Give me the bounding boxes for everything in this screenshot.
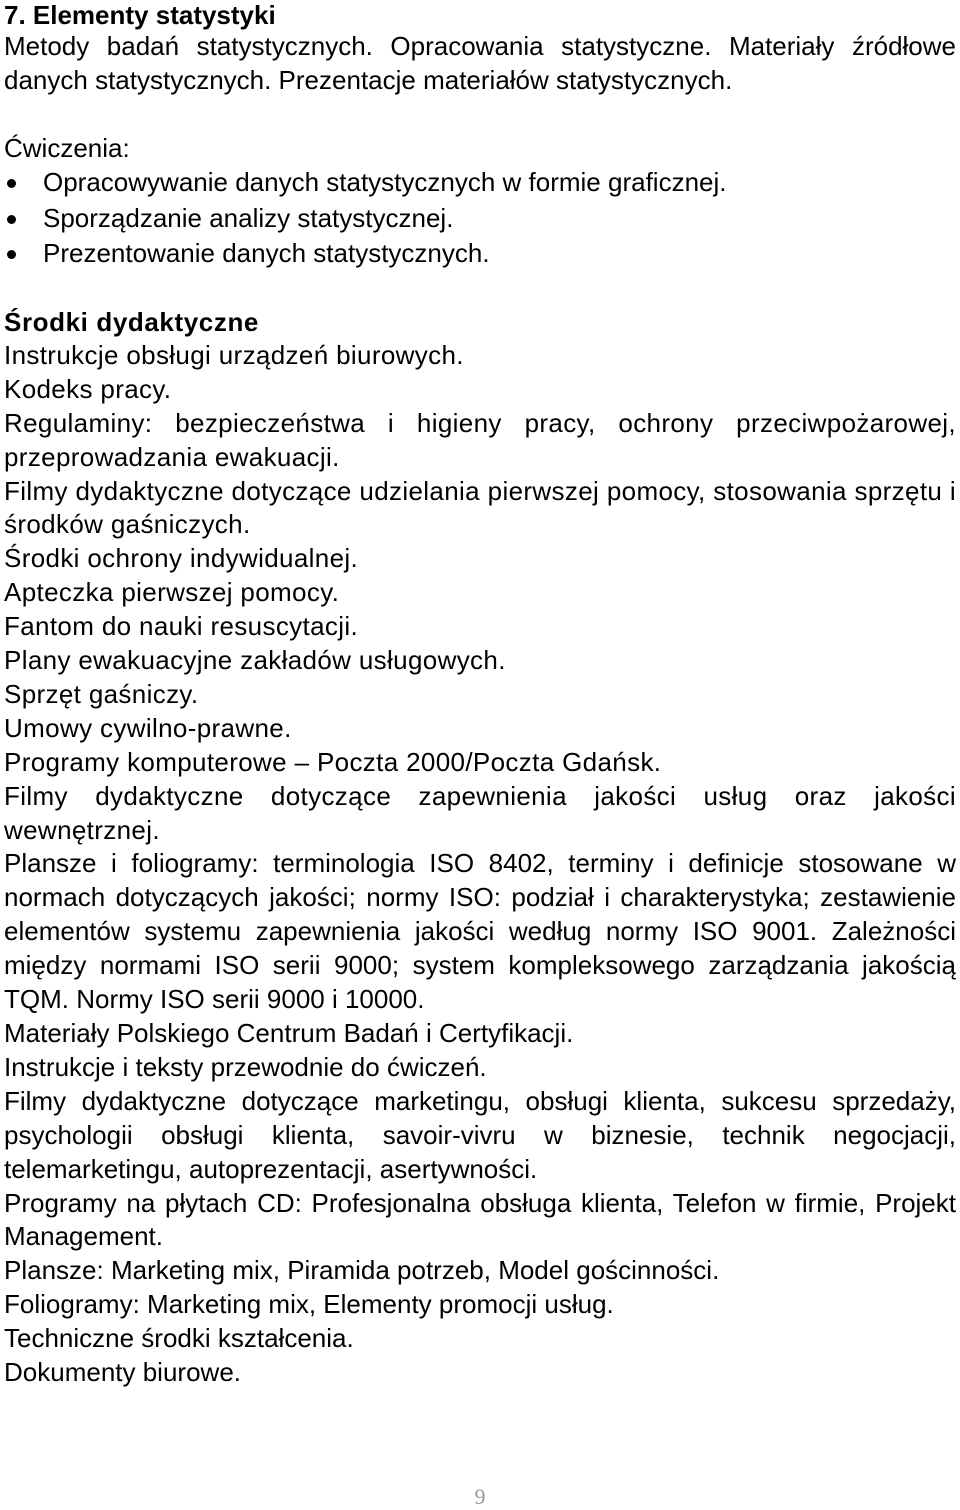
list-item: Programy komputerowe – Poczta 2000/Poczta Gdańsk.: [4, 746, 662, 777]
document-page: [4, 0, 956, 1390]
list-item: Dokumenty biurowe.: [4, 1357, 241, 1388]
page-number: 9: [474, 1484, 486, 1509]
list-item: Plany ewakuacyjne zakładów usługowych.: [4, 645, 506, 676]
section-title: 7. Elementy statystyki: [4, 0, 276, 30]
exercises-list: [4, 165, 956, 272]
exercise-text: Prezentowanie danych statystycznych.: [43, 238, 490, 269]
section-intro: Metody badań statystycznych. Opracowania statystyczne. Materiały źródłowe danych statystycznych. Prezentacje materiałów statystycznych.: [4, 31, 956, 95]
exercises-heading: Ćwiczenia:: [4, 132, 130, 163]
list-item: Filmy dydaktyczne dotyczące udzielania pierwszej pomocy, stosowania sprzętu i środków gaśniczych.: [4, 475, 956, 540]
list-item: [4, 236, 956, 272]
bullet-icon: [7, 179, 16, 188]
bullet-icon: [7, 250, 16, 259]
exercise-text: Opracowywanie danych statystycznych w formie graficznej.: [43, 167, 727, 198]
list-item: Plansze i foliogramy: terminologia ISO 8402, terminy i definicje stosowane w normach dotyczących jakości; normy ISO: podział i charakterystyka; zestawienie elementów systemu zapewnienia jakości według normy ISO 9001. Zależności między normami ISO serii 9000; system kompleksowego zarządzania jakością TQM. Normy ISO serii 9000 i 10000.: [4, 848, 956, 1015]
list-item: Sprzęt gaśniczy.: [4, 678, 199, 709]
list-item: Plansze: Marketing mix, Piramida potrzeb, Model gościnności.: [4, 1255, 720, 1286]
list-item: Techniczne środki kształcenia.: [4, 1323, 354, 1354]
list-item: [4, 201, 956, 237]
list-item: Materiały Polskiego Centrum Badań i Certyfikacji.: [4, 1018, 574, 1049]
list-item: Foliogramy: Marketing mix, Elementy promocji usług.: [4, 1289, 614, 1320]
list-item: Filmy dydaktyczne dotyczące zapewnienia jakości usług oraz jakości wewnętrznej.: [4, 780, 956, 845]
list-item: Instrukcje obsługi urządzeń biurowych.: [4, 339, 464, 370]
list-item: [4, 165, 956, 201]
didactic-means-heading: Środki dydaktyczne: [4, 306, 259, 337]
exercise-text: Sporządzanie analizy statystycznej.: [43, 202, 454, 233]
list-item: Apteczka pierwszej pomocy.: [4, 577, 340, 608]
list-item: Programy na płytach CD: Profesjonalna obsługa klienta, Telefon w firmie, Projekt Management.: [4, 1187, 956, 1252]
list-item: Środki ochrony indywidualnej.: [4, 543, 359, 574]
didactic-means-list: [4, 339, 956, 1390]
list-item: Kodeks pracy.: [4, 373, 172, 404]
list-item: Umowy cywilno-prawne.: [4, 712, 292, 743]
list-item: Instrukcje i teksty przewodnie do ćwiczeń.: [4, 1051, 487, 1082]
bullet-icon: [7, 215, 16, 224]
spacer: [4, 98, 956, 132]
list-item: Filmy dydaktyczne dotyczące marketingu, obsługi klienta, sukcesu sprzedaży, psychologii obsługi klienta, savoir-vivru w biznesie, technik negocjacji, telemarketingu, autoprezentacji, asertywności.: [4, 1085, 956, 1184]
spacer: [4, 272, 956, 305]
list-item: Fantom do nauki resuscytacji.: [4, 611, 359, 642]
list-item: Regulaminy: bezpieczeństwa i higieny pracy, ochrony przeciwpożarowej, przeprowadzania ewakuacji.: [4, 407, 956, 472]
